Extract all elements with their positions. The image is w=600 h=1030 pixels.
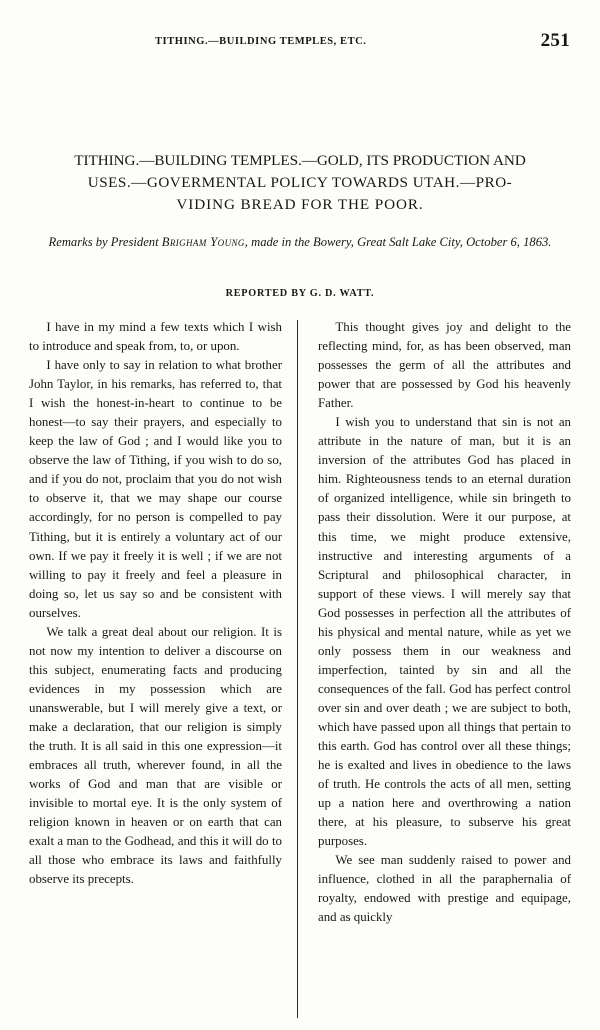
- paragraph: I have only to say in relation to what brother John Taylor, in his remarks, has referred to, that I wish the honest-in-heart to continue to be honest—to say their prayers, and especially to keep the law of God ; and I would like you to observe the law of Tithing, if you wish to do so, and if you do not, proclaim that you do not wish to observe it, that we may shape our course accordingly, for no person is compelled to pay Tithing, but it is entirely a voluntary act of our own. If we pay it freely it is well ; if we are not willing to pay it freely and feel a pleasure in doing so, let us say so and be consistent with ourselves.: [29, 358, 282, 620]
- article-title: [28, 150, 572, 216]
- paragraph: We talk a great deal about our religion. It is not now my intention to deliver a discourse on this subject, enumerating facts and producing evidences in my possession which are unanswerable, but I will merely give a text, or make a declaration, that our religion is simply the truth. It is all said in this one expression—it embraces all truth, wherever found, in all the works of God and man that are visible or invisible to mortal eye. It is the only system of religion known in heaven or on earth that can exalt a man to the Godhead, and this it will do to all those who embrace its laws and faithfully observe its precepts.: [29, 624, 282, 887]
- paragraph: I wish you to understand that sin is not an attribute in the nature of man, but it is an inversion of the attributes God has placed in him. Righteousness tends to an eternal duration of organized intelligence, while sin bringeth to pass their dissolution. Were it our purpose, at this time, we might produce extensive, instructive and interesting arguments of a Scriptural and philosophical character, in support of these views. I will merely say that God possesses in perfection all the attributes of his physical and mental nature, while as yet we only possess them in our weakness and imperfection, tainted by sin and all the consequences of the fall. God has perfect control over sin and over death ; we are subject to both, which have passed upon all things that pertain to this earth. God has control over all these things; he is exalted and lives in obedience to the laws of truth. He controls the acts of all men, setting up a nation here and overthrowing a nation there, at his pleasure, to subserve his great purposes.: [318, 415, 571, 849]
- body-columns: [29, 318, 571, 1018]
- running-head-title: TITHING.—BUILDING TEMPLES, ETC.: [155, 36, 367, 47]
- body-column-right: [318, 318, 571, 928]
- attribution-suffix: , made in the Bowery, Great Salt Lake City, October 6, 1863.: [244, 235, 552, 249]
- speaker-name: Brigham Young: [161, 235, 245, 249]
- attribution-prefix: Remarks by President: [48, 235, 162, 249]
- paragraph: This thought gives joy and delight to the reflecting mind, for, as has been observed, man possesses the germ of all the attributes and power that are possessed by God his heavenly Father.: [318, 320, 571, 411]
- reporter-credit: REPORTED BY G. D. WATT.: [225, 288, 375, 299]
- page-number: 251: [540, 30, 570, 51]
- running-head: [30, 30, 570, 52]
- attribution-line: [40, 232, 560, 252]
- paragraph: I have in my mind a few texts which I wish to introduce and speak from, to, or upon.: [29, 320, 282, 354]
- column-divider-rule: [297, 320, 298, 1018]
- body-column-left: [29, 318, 282, 889]
- article-title-line-3: VIDING BREAD FOR THE POOR.: [176, 196, 424, 213]
- article-title-line-2: USES.—GOVERMENTAL POLICY TOWARDS UTAH.—PRO-: [87, 174, 513, 191]
- paragraph: We see man suddenly raised to power and influence, clothed in all the paraphernalia of royalty, endowed with prestige and equipage, and as quickly: [318, 853, 571, 925]
- article-title-line-1: TITHING.—BUILDING TEMPLES.—GOLD, ITS PRODUCTION AND: [74, 152, 526, 169]
